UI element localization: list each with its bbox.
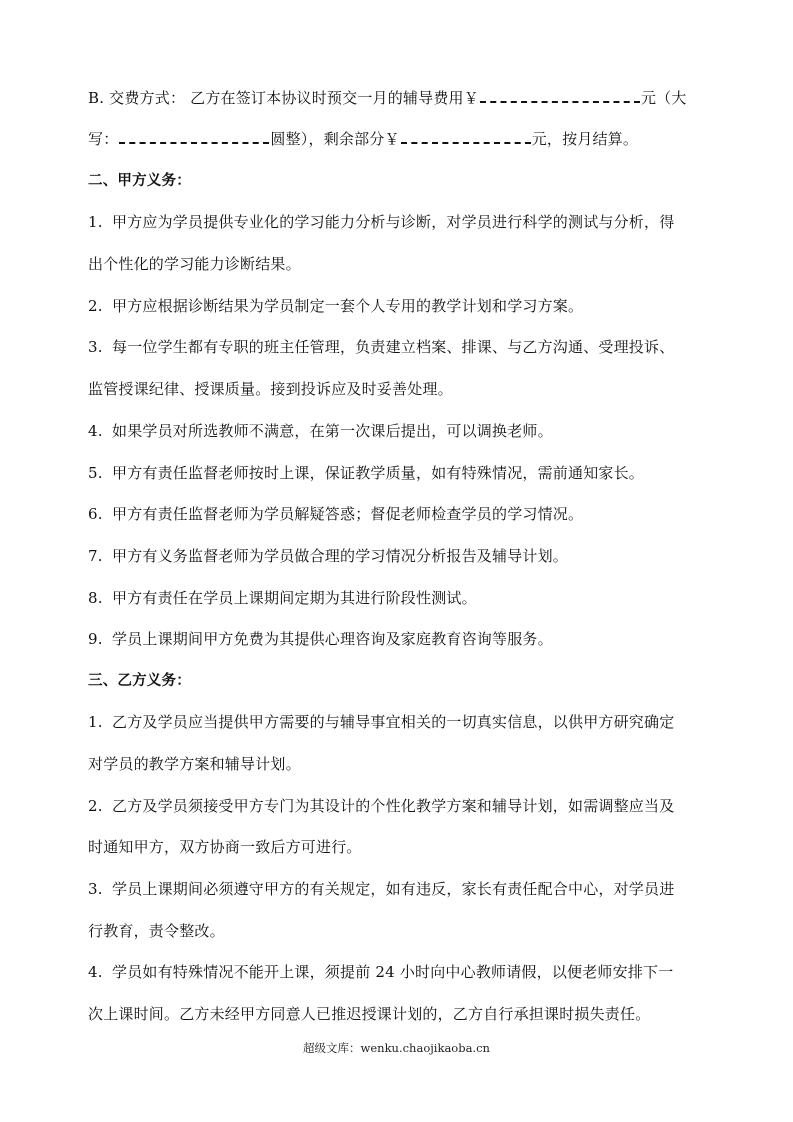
item-text: 每一位学生都有专职的班主任管理，负责建立档案、排课、与乙方沟通、受理投诉、: [112, 338, 675, 356]
page-footer: 超级文库：wenku.chaojikaoba.cn: [303, 1041, 490, 1055]
item-text: 甲方有义务监督老师为学员做合理的学习情况分析报告及辅导计划。: [112, 547, 569, 565]
list-item: [88, 503, 710, 525]
list-item: [88, 711, 710, 733]
list-item-continuation: 出个性化的学习能力诊断结果。: [88, 255, 301, 273]
item-number: 4.: [88, 422, 103, 440]
list-item: [88, 795, 710, 817]
item-number: 2.: [88, 297, 103, 315]
amount-in-words-blank[interactable]: [119, 128, 269, 144]
list-item-continuation: 对学员的教学方案和辅导计划。: [88, 755, 301, 773]
item-number: 6.: [88, 505, 103, 523]
item-number: 8.: [88, 589, 103, 607]
list-item-continuation: 时通知甲方，双方协商一致后方可进行。: [88, 838, 362, 856]
item-text: 甲方有责任监督老师为学员解疑答惑；督促老师检查学员的学习情况。: [112, 505, 584, 523]
list-item: [88, 545, 710, 567]
section-heading-party-a: 二、甲方义务：: [88, 172, 191, 189]
item-number: 1.: [88, 713, 103, 731]
item-number: 5.: [88, 464, 103, 482]
item-number: 9.: [88, 630, 103, 648]
item-text: 乙方及学员应当提供甲方需要的与辅导事宜相关的一切真实信息，以供甲方研究确定: [112, 713, 675, 731]
monthly-fee-blank[interactable]: [480, 87, 640, 103]
section-heading-party-b: 三、乙方义务：: [88, 672, 191, 689]
item-text: 甲方有责任监督老师按时上课，保证教学质量，如有特殊情况，需前通知家长。: [112, 464, 645, 482]
payment-text: 写：: [88, 130, 119, 148]
list-item: [88, 462, 710, 484]
item-text: 学员上课期间必须遵守甲方的有关规定，如有违反，家长有责任配合中心，对学员进: [112, 880, 675, 898]
item-text: 甲方有责任在学员上课期间定期为其进行阶段性测试。: [112, 589, 477, 607]
list-item: [88, 420, 710, 442]
list-item: [88, 961, 710, 983]
item-number: 2.: [88, 797, 103, 815]
list-item-continuation: 行教育，责令整改。: [88, 922, 225, 940]
payment-text: B. 交费方式： 乙方在签订本协议时预交一月的辅导费用￥: [88, 89, 479, 107]
item-number: 7.: [88, 547, 103, 565]
payment-text: 圆整），剩余部分￥: [270, 130, 400, 148]
item-number: 1.: [88, 213, 103, 231]
payment-text: 元，按月结算。: [531, 130, 639, 148]
item-number: 3.: [88, 880, 103, 898]
item-text: 学员上课期间甲方免费为其提供心理咨询及家庭教育咨询等服务。: [112, 630, 553, 648]
list-item: [88, 878, 710, 900]
item-text: 学员如有特殊情况不能开上课，须提前 24 小时向中心教师请假，以便老师安排下一: [112, 963, 674, 981]
item-text: 如果学员对所选教师不满意，在第一次课后提出，可以调换老师。: [112, 422, 553, 440]
item-text: 乙方及学员须接受甲方专门为其设计的个性化教学方案和辅导计划，如需调整应当及: [112, 797, 675, 815]
payment-line-1: [88, 87, 710, 109]
item-text: 甲方应根据诊断结果为学员制定一套个人专用的教学计划和学习方案。: [112, 297, 584, 315]
list-item: [88, 587, 710, 609]
list-item: [88, 211, 710, 233]
list-item: [88, 336, 710, 358]
list-item-continuation: 次上课时间。乙方未经甲方同意人已推迟授课计划的，乙方自行承担课时损失责任。: [88, 1005, 651, 1023]
list-item-continuation: 监管授课纪律、授课质量。接到投诉应及时妥善处理。: [88, 380, 453, 398]
payment-text: 元（大: [640, 89, 687, 107]
item-number: 3.: [88, 338, 103, 356]
list-item: [88, 295, 710, 317]
item-text: 甲方应为学员提供专业化的学习能力分析与诊断，对学员进行科学的测试与分析，得: [112, 213, 675, 231]
payment-line-2: [88, 128, 710, 150]
list-item: [88, 628, 710, 650]
item-number: 4.: [88, 963, 103, 981]
remaining-fee-blank[interactable]: [401, 128, 531, 144]
